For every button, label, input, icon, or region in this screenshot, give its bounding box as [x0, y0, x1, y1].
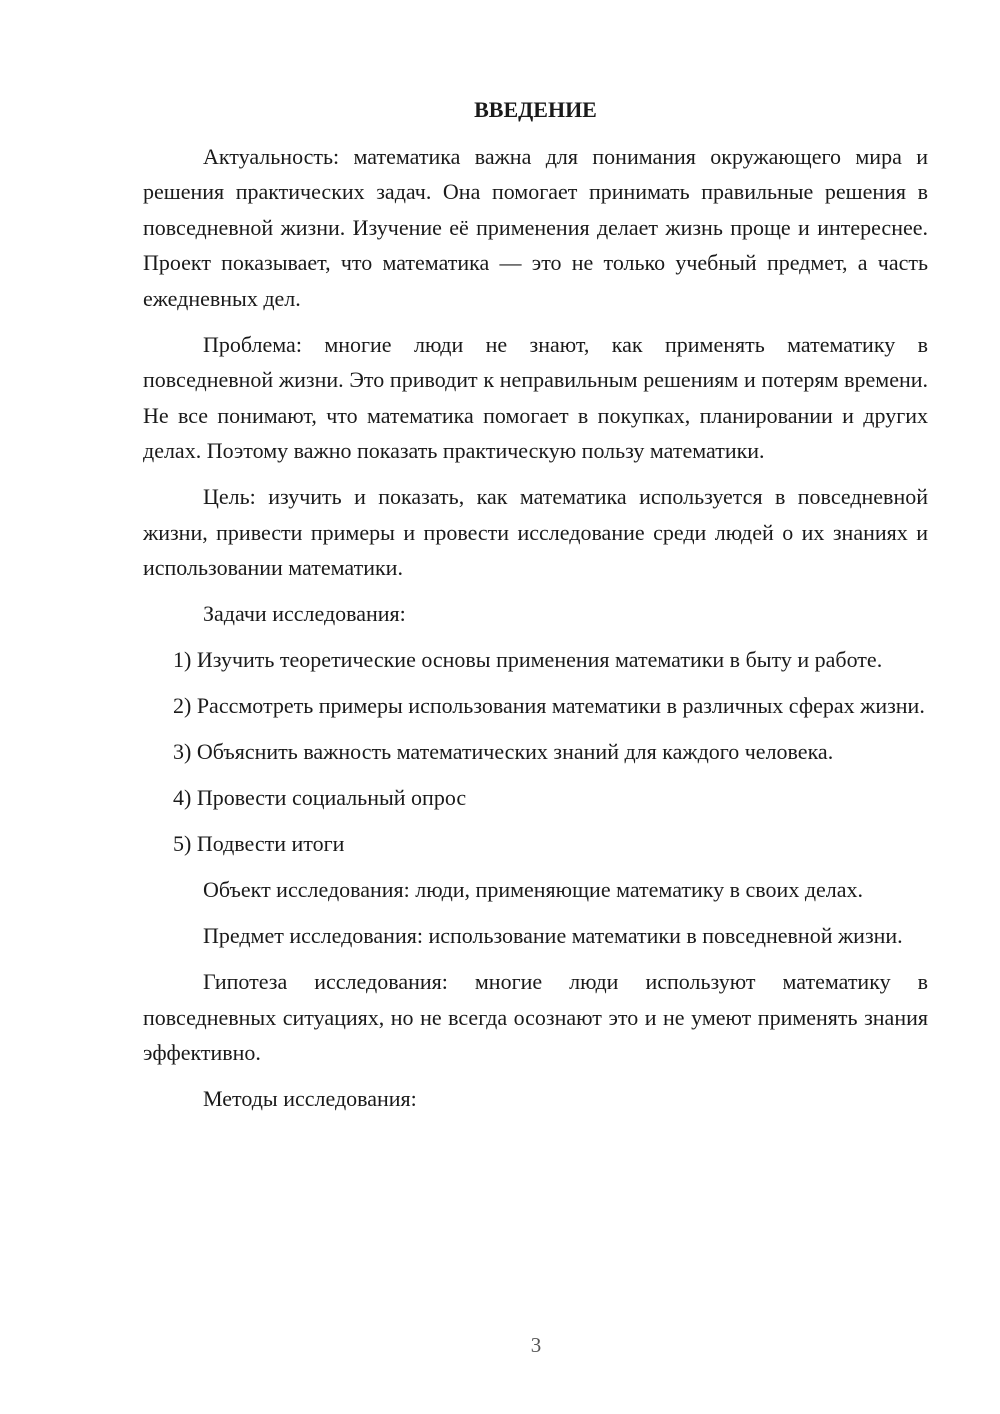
task-item-3: 3) Объяснить важность математических знаний для каждого человека. — [173, 739, 834, 764]
paragraph-tasks-heading: Задачи исследования: — [203, 601, 406, 626]
page-number: 3 — [530, 1333, 542, 1357]
task-item-1: 1) Изучить теоретические основы применения математики в быту и работе. — [173, 647, 883, 672]
paragraph-relevance: Актуальность: математика важна для понимания окружающего мира и решения практических задач. Она помогает принимать правильные решения в повседневной жизни. Изучение её применения делает жизнь проще и интереснее. Проект показывает, что математика — это не только учебный предмет, а часть ежедневных дел. — [143, 143, 928, 311]
task-item-4: 4) Провести социальный опрос — [173, 785, 467, 810]
paragraph-object: Объект исследования: люди, применяющие математику в своих делах. — [203, 877, 864, 902]
paragraph-hypothesis: Гипотеза исследования: многие люди используют математику в повседневных ситуациях, но не всегда осознают это и не умеют применять знания эффективно. — [143, 969, 928, 1065]
paragraph-goal: Цель: изучить и показать, как математика используется в повседневной жизни, привести примеры и провести исследование среди людей о их знаниях и использовании математики. — [143, 484, 928, 580]
paragraph-problem: Проблема: многие люди не знают, как применять математику в повседневной жизни. Это приводит к неправильным решениям и потерям времени. Не все понимают, что математика помогает в покупках, планировании и других делах. Поэтому важно показать практическую пользу математики. — [143, 331, 928, 463]
paragraph-methods: Методы исследования: — [203, 1086, 417, 1111]
task-item-5: 5) Подвести итоги — [173, 831, 345, 856]
document-body — [143, 92, 928, 1127]
task-item-2: 2) Рассмотреть примеры использования математики в различных сферах жизни. — [173, 693, 925, 718]
paragraph-subject: Предмет исследования: использование математики в повседневной жизни. — [203, 923, 903, 948]
section-title: ВВЕДЕНИЕ — [474, 97, 597, 122]
